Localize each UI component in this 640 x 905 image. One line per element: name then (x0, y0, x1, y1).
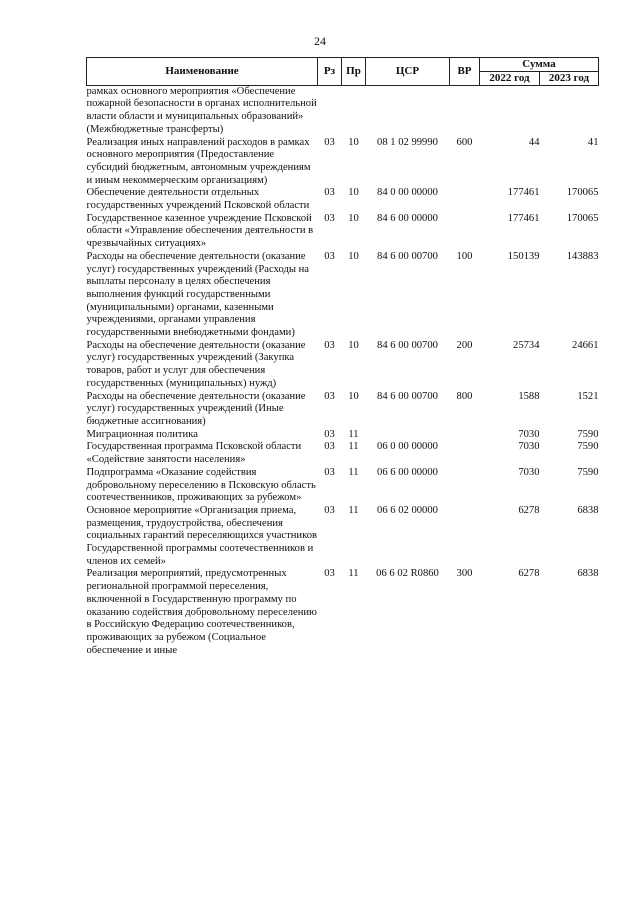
row-csr: 06 6 02 R0860 (376, 568, 439, 580)
row-sum-2023: 24661 (572, 339, 599, 351)
row-sum-2023: 41 (587, 136, 599, 148)
row-sum-2023: 6838 (577, 504, 599, 516)
row-name: Миграционная политика (86, 428, 198, 440)
row-rz: 03 (324, 428, 335, 440)
header-year-2022: 2022 год (480, 72, 540, 86)
row-name: Обеспечение деятельности отдельных государственных учреждений Псковской области (86, 187, 310, 212)
row-name: Реализация иных направлений расходов в рамках основного мероприятия (Предоставление субсидий бюджетным, автономным учреждениям и иным некоммерческим организациям) (86, 136, 311, 186)
row-rz (318, 85, 342, 136)
row-sum-2022: 7030 (518, 441, 540, 453)
row-rz: 03 (324, 504, 335, 516)
row-sum-2022: 44 (528, 136, 540, 148)
row-name: Основное мероприятие «Организация приема, размещения, трудоустройства, обеспечения социальных гарантий переселяющихся участников Государственной программы соотечественников и членов их семей» (86, 504, 318, 567)
row-pr: 11 (348, 568, 359, 580)
row-vr (450, 505, 480, 569)
row-name: Расходы на обеспечение деятельности (оказание услуг) государственных учреждений (Закупка товаров, работ и услуг для обеспечения государственных (муниципальных) нужд) (86, 339, 306, 389)
row-rz: 03 (324, 568, 335, 580)
row-pr: 10 (348, 339, 359, 351)
row-sum-2023: 143883 (566, 250, 599, 262)
row-vr (450, 85, 480, 136)
table-row (87, 505, 599, 569)
row-pr: 10 (348, 390, 359, 402)
row-sum-2023: 6838 (577, 568, 599, 580)
table-row (87, 213, 599, 251)
table-row (87, 340, 599, 391)
table-row (87, 251, 599, 340)
row-pr (342, 85, 366, 136)
row-pr: 11 (348, 428, 359, 440)
row-csr: 06 6 02 00000 (377, 504, 438, 516)
row-rz: 03 (324, 212, 335, 224)
row-pr: 11 (348, 504, 359, 516)
header-sum: Сумма (480, 58, 599, 72)
table-row (87, 85, 599, 136)
row-sum-2023: 1521 (577, 390, 599, 402)
row-csr (366, 85, 450, 136)
row-sum-2022: 1588 (518, 390, 540, 402)
row-pr: 10 (348, 187, 359, 199)
row-rz: 03 (324, 466, 335, 478)
row-sum-2022: 7030 (518, 466, 540, 478)
row-sum-2022 (480, 85, 540, 136)
row-vr (450, 429, 480, 442)
table-row (87, 391, 599, 429)
table-header (87, 58, 599, 86)
row-sum-2022: 25734 (513, 339, 540, 351)
row-sum-2023 (540, 85, 599, 136)
row-pr: 10 (348, 212, 359, 224)
header-vr: ВР (450, 58, 480, 86)
row-name: рамках основного мероприятия «Обеспечение пожарной безопасности в органах исполнительной власти области и муниципальных образований» (Межбюджетные трансферты) (86, 85, 317, 135)
row-csr: 06 0 00 00000 (377, 441, 438, 453)
table-row (87, 187, 599, 212)
header-name: Наименование (87, 58, 318, 86)
row-vr (450, 467, 480, 505)
row-csr: 06 6 00 00000 (377, 466, 438, 478)
row-name: Государственное казенное учреждение Псковской области «Управление обеспечения деятельности в чрезвычайных ситуациях» (86, 212, 314, 250)
row-name: Государственная программа Псковской области «Содействие занятости населения» (86, 441, 302, 466)
row-vr: 300 (456, 568, 473, 580)
row-csr: 84 0 00 00000 (377, 187, 438, 199)
row-csr: 84 6 00 00000 (377, 212, 438, 224)
row-csr: 84 6 00 00700 (377, 390, 438, 402)
row-name: Подпрограмма «Оказание содействия добровольному переселению в Псковскую область соотечественников, проживающих за рубежом» (86, 466, 316, 504)
row-vr (450, 187, 480, 212)
table-row (87, 429, 599, 442)
row-sum-2022: 177461 (507, 187, 540, 199)
row-sum-2022: 150139 (507, 250, 540, 262)
row-name: Расходы на обеспечение деятельности (оказание услуг) государственных учреждений (Иные бюджетные ассигнования) (86, 390, 306, 427)
row-sum-2023: 170065 (566, 187, 599, 199)
row-vr: 100 (456, 250, 473, 262)
row-vr: 600 (456, 136, 473, 148)
row-sum-2023: 7590 (577, 428, 599, 440)
row-sum-2023: 170065 (566, 212, 599, 224)
table-row (87, 467, 599, 505)
page-number: 24 (314, 34, 326, 48)
header-pr: Пр (342, 58, 366, 86)
table-row (87, 137, 599, 188)
row-csr: 08 1 02 99990 (377, 136, 438, 148)
row-rz: 03 (324, 441, 335, 453)
row-sum-2022: 6278 (518, 504, 540, 516)
header-rz: Рз (318, 58, 342, 86)
row-sum-2023: 7590 (577, 441, 599, 453)
row-vr (450, 213, 480, 251)
row-csr: 84 6 00 00700 (377, 339, 438, 351)
table-row (87, 441, 599, 466)
row-name: Реализация мероприятий, предусмотренных региональной программой переселения, включенной в Государственную программу по оказанию содействия добровольному переселению в Российскую Федерацию соотечественников, проживающих за рубежом (Социальное обеспечение и иные (86, 568, 317, 656)
row-rz: 03 (324, 136, 335, 148)
row-rz: 03 (324, 187, 335, 199)
table-body (87, 85, 599, 657)
row-sum-2022: 177461 (507, 212, 540, 224)
row-sum-2022: 7030 (518, 428, 540, 440)
budget-table (86, 57, 599, 657)
header-year-2023: 2023 год (540, 72, 599, 86)
row-csr: 84 6 00 00700 (377, 250, 438, 262)
row-sum-2023: 7590 (577, 466, 599, 478)
row-vr: 200 (456, 339, 473, 351)
header-csr: ЦСР (366, 58, 450, 86)
row-pr: 10 (348, 136, 359, 148)
row-rz: 03 (324, 339, 335, 351)
row-csr (366, 429, 450, 442)
row-pr: 11 (348, 466, 359, 478)
table-row (87, 568, 599, 657)
row-pr: 10 (348, 250, 359, 262)
row-vr: 800 (456, 390, 473, 402)
row-vr (450, 441, 480, 466)
row-pr: 11 (348, 441, 359, 453)
row-rz: 03 (324, 390, 335, 402)
row-sum-2022: 6278 (518, 568, 540, 580)
row-rz: 03 (324, 250, 335, 262)
row-name: Расходы на обеспечение деятельности (оказание услуг) государственных учреждений (Расходы на выплаты персоналу в целях обеспечения выполнения функций государственными (муниципальными) органами, казенными учреждениями, органами управления государственными внебюджетными фондами) (86, 250, 309, 339)
